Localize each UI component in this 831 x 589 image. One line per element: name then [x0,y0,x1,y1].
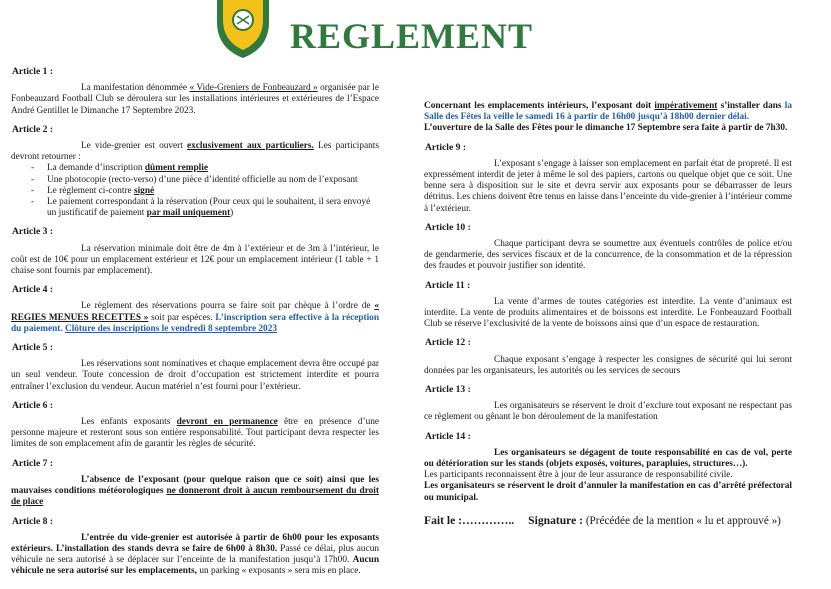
article-text: L’exposant s’engage à laisser son emplacement en parfait état de propreté. Il est expressément interdit de jeter à même le sol des papiers, cartons ou quelque objet que ce soit. Une benne sera à disposition sur le site et devra servir aux exposants pour se débarrasser de leurs détritus. Les chiens doivent être tenus en laisse dans l’enceinte du vide-grenier à l’intérieur comme à l’extérieur. [424,158,792,214]
right-column [424,101,792,528]
article-text: Le vide-grenier est ouvert exclusivement aux particuliers. Les participants devront retourner : [11,141,379,163]
article-title: Article 9 : [425,141,467,153]
article-title: Article 6 : [12,399,54,411]
article-2 [11,124,379,220]
article-13 [424,384,792,424]
article-text: La vente d’armes de toutes catégories est interdite. La vente d’animaux est interdite. La vente de produits alimentaires et de boissons est interdite. Le Fonbeauzard Football Club se réserve l’exclusivité de la vente de boissons ainsi que d’un espace de restauration. [424,296,792,330]
list-item: - La demande d’inscription dûment remplie [31,163,379,174]
article-text: Chaque exposant s’engage à respecter les consignes de sécurité qui lui seront données par les organisateurs, les autorités ou les services de secours [424,354,792,376]
article-title: Article 4 : [12,284,54,296]
indoor-intro [424,101,792,135]
signature-label: Signature : [528,513,584,527]
article-10 [424,222,792,273]
article-text: Les organisateurs se dégagent de toute responsabilité en cas de vol, perte ou détérioration sur les stands (objets exposés, voitures, parapluies, structures…). [424,447,792,470]
signature-note: (Précédée de la mention « lu et approuvé ») [583,514,781,527]
article-text: Concernant les emplacements intérieurs, l’exposant doit impérativement s’installer dans la Salle des Fêtes la veille le samedi 16 à partir de 16h00 jusqu’à 18h00 dernier délai. [424,101,792,123]
article-text: Les organisateurs se réservent le droit d’exclure tout exposant ne respectant pas ce règlement ou gênant le bon déroulement de la manifestation [424,401,792,423]
club-crest-icon [213,0,273,60]
article-3 [11,226,379,277]
article-7 [11,458,379,509]
date-field-label: Fait le :………….. [424,513,515,527]
article-text: Chaque participant devra se soumettre aux éventuels contrôles de police et/ou de gendarmerie, des services fiscaux et de la concurrence, de la consommation et de la répression des fraudes et pouvoir justifier son identité. [424,239,792,272]
article-text: Le règlement des réservations pourra se faire soit par chèque à l’ordre de « REGIES MENUES RECETTES » soit par espèces. L’inscription sera effective à la réception du paiement. Clôture des inscriptions le vendredi 8 septembre 2023 [11,301,379,334]
article-text: L’ouverture de la Salle des Fêtes pour le dimanche 17 Septembre sera faite à partir de 7h30. [424,123,788,134]
article-text: Les réservations sont nominatives et chaque emplacement devra être occupé par un seul vendeur. Toute concession de droit d’occupation est strictement interdite et pourra entraîner l’exclusion du vendeur. Aucun matériel n’est fourni pour l’extérieur. [11,359,379,392]
signature-line [424,514,792,528]
article-6 [11,400,379,451]
article-title: Article 1 : [12,66,54,77]
article-11 [424,280,792,331]
left-column [11,66,379,585]
article-5 [11,342,379,393]
article-text: Les participants reconnaissent être à jour de leur assurance de responsabilité civile. [424,470,733,481]
article-8 [11,516,379,578]
article-title: Article 8 : [12,515,54,527]
article-title: Article 7 : [12,457,54,469]
article-text: Les enfants exposants devront en permanence être en présence d’une personne majeure et resteront sous son entière responsabilité. Tout participant devra respecter les limites de son emplacement afin de garantir les règles de sécurité. [11,417,379,450]
article-title: Article 13 : [425,384,471,396]
article-text: L’entrée du vide-grenier est autorisée à partir de 6h00 pour les exposants extérieurs. L’installation des stands devra se faire de 6h00 à 8h30. Passé ce délai, plus aucun véhicule ne sera autorisé à se déplacer sur l’enceinte de la manifestation jusqu’à 17h00. Aucun véhicule ne sera autorisé sur les emplacements, un parking « exposants » sera mis en place. [11,532,379,577]
list-item: - Le règlement ci-contre signé [31,186,379,197]
requirements-list [11,163,379,219]
article-12 [424,337,792,377]
article-title: Article 2 : [12,123,54,135]
article-text: L’absence de l’exposant (pour quelque raison que ce soit) ainsi que les mauvaises conditions météorologiques ne donneront droit à aucun remboursement du droit de place [11,474,379,508]
article-1 [11,66,379,117]
article-title: Article 3 : [12,226,54,238]
article-title: Article 10 : [425,221,471,233]
article-title: Article 12 : [425,337,471,349]
article-14 [424,431,792,504]
list-item: - Le paiement correspondant à la réservation (Pour ceux qui le souhaitent, il sera envoyé un justificatif de paiement par mail uniquement) [31,197,379,219]
article-title: Article 11 : [425,279,471,291]
article-4 [11,284,379,335]
article-title: Article 5 : [12,342,54,354]
page-title: REGLEMENT [290,16,534,56]
list-item: - Une photocopie (recto-verso) d’une pièce d’identité officielle au nom de l’exposant [31,175,379,186]
article-9 [424,142,792,215]
article-title: Article 14 : [425,430,471,442]
article-text: Les organisateurs se réservent le droit d’annuler la manifestation en cas d’arrêté préfectoral ou municipal. [424,481,792,503]
article-text: La réservation minimale doit être de 4m à l’extérieur et de 3m à l’intérieur, le coût est de 10€ pour un emplacement extérieur et 12€ pour un emplacement intérieur (1 table + 1 chaise sont fournis par emplacement). [11,243,379,277]
article-text: La manifestation dénommée « Vide-Greniers de Fonbeauzard » organisée par le Fonbeauzard Football Club se déroulera sur les installations intérieures et extérieures de l’Espace André Gentillet le Dimanche 17 Septembre 2023. [11,83,380,116]
